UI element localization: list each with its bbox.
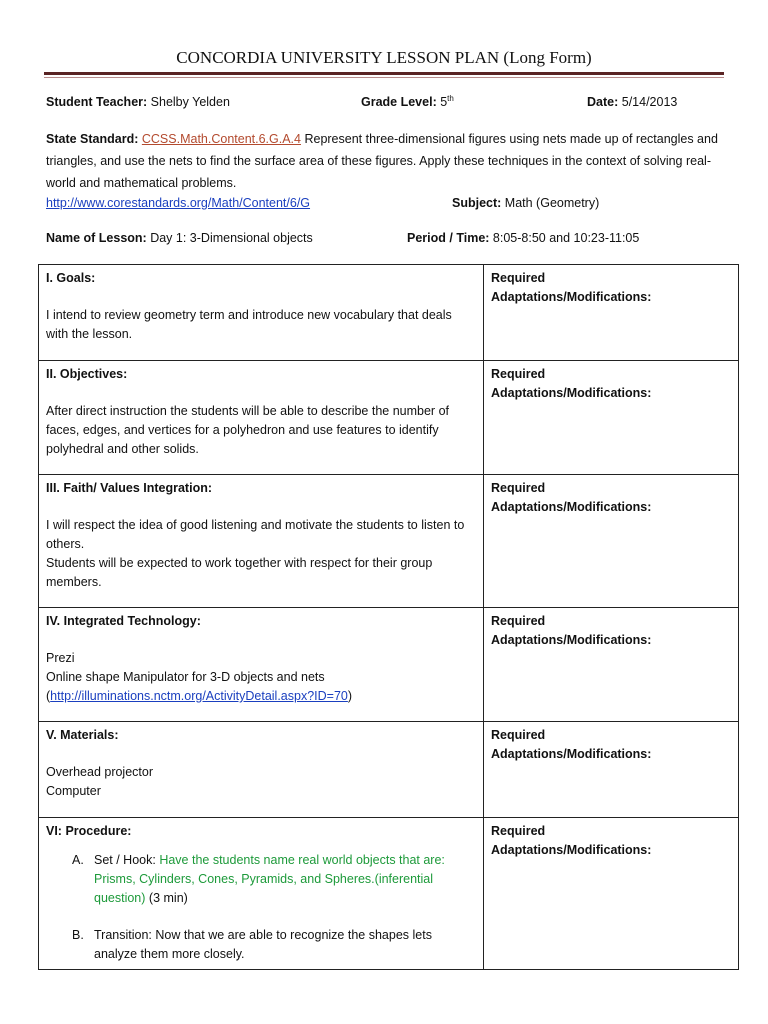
table-row-goals — [39, 265, 739, 361]
adaptations-label: Adaptations/Modifications: — [491, 747, 652, 761]
materials-item-projector: Overhead projector — [46, 765, 154, 779]
required-label: Required — [491, 271, 546, 285]
required-label: Required — [491, 614, 546, 628]
table-row-objectives — [39, 361, 739, 475]
technology-item-prezi: Prezi — [46, 651, 75, 665]
objectives-heading: II. Objectives: — [46, 367, 128, 381]
student-teacher-label: Student Teacher: — [46, 95, 148, 109]
adaptations-label: Adaptations/Modifications: — [491, 633, 652, 647]
adaptations-label: Adaptations/Modifications: — [491, 386, 652, 400]
paren-close: ) — [347, 689, 353, 703]
procedure-b-letter: B. — [72, 928, 84, 942]
state-standard-code-link[interactable]: CCSS.Math.Content.6.G.A.4 — [141, 132, 301, 146]
table-row-technology — [39, 608, 739, 722]
grade-level-label: Grade Level: — [361, 95, 437, 109]
materials-cell — [39, 722, 484, 818]
materials-heading: V. Materials: — [46, 728, 119, 742]
procedure-a-time: (3 min) — [148, 891, 188, 905]
technology-item-manipulator: Online shape Manipulator for 3-D objects and nets — [46, 670, 325, 684]
materials-adaptations-cell — [484, 722, 739, 818]
adaptations-label: Adaptations/Modifications: — [491, 843, 652, 857]
procedure-item-b — [46, 926, 476, 964]
subject-value: Math (Geometry) — [504, 196, 600, 210]
subject-label: Subject: — [452, 196, 502, 210]
faith-line-1: I will respect the idea of good listening and motivate the students to listen to others. — [46, 518, 465, 551]
goals-adaptations-cell — [484, 265, 739, 361]
state-standard-label: State Standard: — [46, 132, 139, 146]
procedure-a-label: Set / Hook: — [94, 853, 156, 867]
period-value: 8:05-8:50 and 10:23-11:05 — [492, 231, 640, 245]
faith-adaptations-cell — [484, 475, 739, 608]
required-label: Required — [491, 728, 546, 742]
title-rule-thin — [44, 77, 724, 78]
goals-heading: I. Goals: — [46, 271, 96, 285]
objectives-text: After direct instruction the students will be able to describe the number of faces, edges, and vertices for a polyhedron and use features to identify polyhedral and other solids. — [46, 404, 449, 456]
lesson-name-value: Day 1: 3-Dimensional objects — [150, 231, 313, 245]
objectives-adaptations-cell — [484, 361, 739, 475]
grade-level-value: 5 — [440, 95, 448, 109]
objectives-cell — [39, 361, 484, 475]
title-rule — [44, 72, 724, 75]
procedure-heading: VI: Procedure: — [46, 824, 132, 838]
standard-url — [46, 196, 310, 210]
period-time — [407, 231, 639, 245]
standard-url-link[interactable]: http://www.corestandards.org/Math/Content/6/G — [46, 196, 311, 210]
required-label: Required — [491, 367, 546, 381]
technology-cell — [39, 608, 484, 722]
table-row-materials — [39, 722, 739, 818]
table-row-procedure — [39, 818, 739, 970]
required-label: Required — [491, 824, 546, 838]
faith-line-2: Students will be expected to work together with respect for their group members. — [46, 556, 433, 589]
faith-heading: III. Faith/ Values Integration: — [46, 481, 212, 495]
technology-link-line — [46, 687, 476, 706]
procedure-cell — [39, 818, 484, 970]
materials-item-computer: Computer — [46, 784, 101, 798]
date-label: Date: — [587, 95, 619, 109]
required-label: Required — [491, 481, 546, 495]
faith-cell — [39, 475, 484, 608]
lesson-name-label: Name of Lesson: — [46, 231, 147, 245]
date-value: 5/14/2013 — [621, 95, 678, 109]
lesson-name — [46, 231, 313, 245]
procedure-b-label: Transition: — [94, 928, 152, 942]
paren-open: ( — [46, 689, 51, 703]
subject — [452, 196, 599, 210]
period-label: Period / Time: — [407, 231, 490, 245]
student-teacher — [46, 95, 230, 109]
technology-adaptations-cell — [484, 608, 739, 722]
illuminations-link[interactable]: http://illuminations.nctm.org/ActivityDetail.aspx?ID=70 — [50, 689, 348, 703]
grade-level-suffix: th — [447, 93, 454, 103]
procedure-b-text: Now that we are able to recognize the shapes lets analyze them more closely. — [94, 928, 432, 961]
table-row-faith — [39, 475, 739, 608]
adaptations-label: Adaptations/Modifications: — [491, 290, 652, 304]
state-standard-text: Represent three-dimensional figures using nets made up of rectangles and triangles, and use the nets to find the surface area of these figures. Apply these techniques in the context of solving real-world and mathematical problems. — [46, 132, 718, 190]
student-teacher-value: Shelby Yelden — [150, 95, 230, 109]
adaptations-label: Adaptations/Modifications: — [491, 500, 652, 514]
technology-heading: IV. Integrated Technology: — [46, 614, 201, 628]
state-standard — [46, 128, 726, 194]
lesson-plan-table — [38, 264, 739, 970]
goals-text: I intend to review geometry term and introduce new vocabulary that deals with the lesson. — [46, 308, 452, 341]
date — [587, 95, 677, 109]
goals-cell — [39, 265, 484, 361]
procedure-item-a — [46, 851, 476, 908]
procedure-adaptations-cell — [484, 818, 739, 970]
page-title: CONCORDIA UNIVERSITY LESSON PLAN (Long Form) — [176, 48, 592, 67]
procedure-a-letter: A. — [72, 853, 84, 867]
procedure-a-text: Have the students name real world objects that are: Prisms, Cylinders, Cones, Pyramids, and Spheres.(inferential question) — [94, 853, 445, 905]
grade-level — [361, 95, 454, 109]
